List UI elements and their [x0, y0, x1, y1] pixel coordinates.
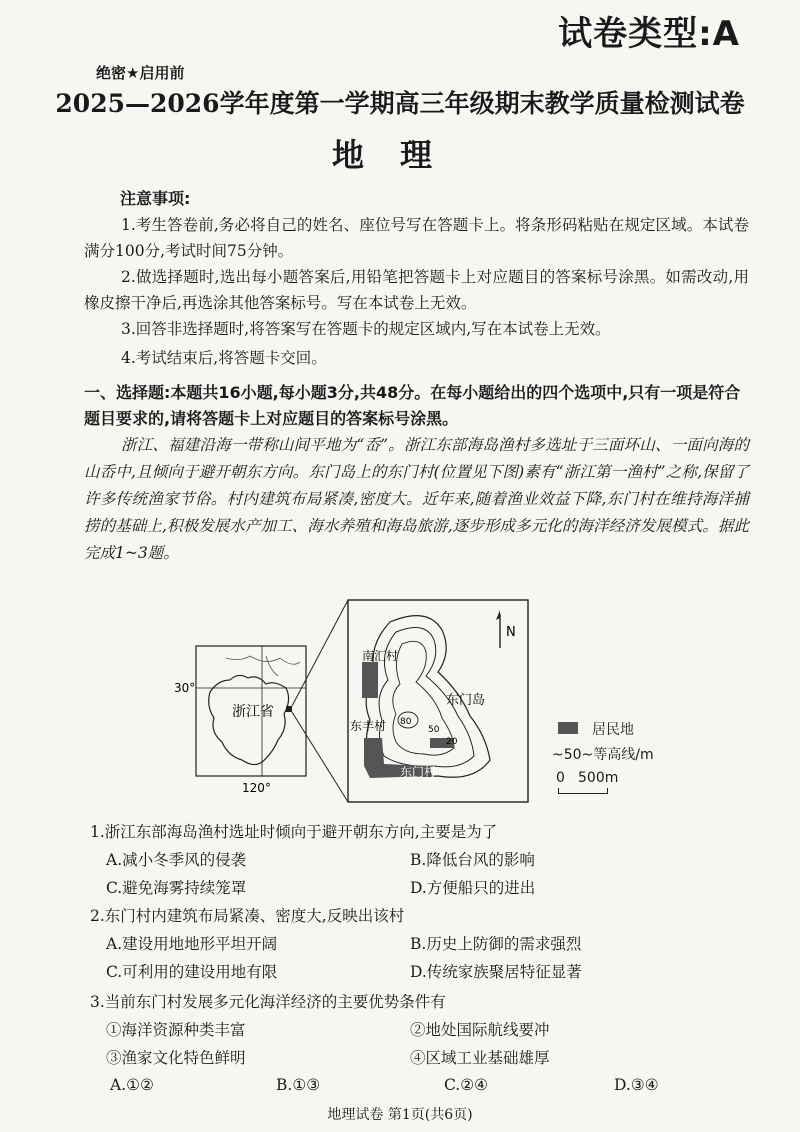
q1-option-b[interactable]: B.降低台风的影响: [410, 851, 535, 869]
legend-scale-bar: [558, 788, 608, 794]
q3-option-c[interactable]: C.②④: [444, 1076, 489, 1094]
residential-nanhui: [362, 662, 378, 698]
secret-label: 绝密★启用前: [96, 64, 185, 82]
q3-option-d[interactable]: D.③④: [614, 1076, 659, 1094]
reading-passage: 浙江、福建沿海一带称山间平地为“岙”。浙江东部海岛渔村多选址于三面环山、一面向海的山岙中,且倾向于避开朝东方向。东门岛上的东门村(位置见下图)素有“浙江第一渔村”之称,保留了许多传统渔家节俗。村内建筑布局紧凑,密度大。近年来,随着渔业效益下降,东门村在维持海洋捕捞的基础上,积极发展水产加工、海水养殖和海岛旅游,逐步形成多元化的海洋经济发展模式。据此完成1~3题。: [84, 436, 749, 562]
legend-scale-distance: 500m: [578, 770, 619, 786]
q2-option-c[interactable]: C.可利用的建设用地有限: [106, 963, 278, 981]
place-dongmen-village: 东门村: [400, 765, 437, 779]
q1-option-d[interactable]: D.方便船只的进出: [410, 879, 536, 897]
zhejiang-outline: [209, 675, 289, 764]
note-item-4: 4.考试结束后,将答题卡交回。: [121, 349, 327, 367]
note-item-1: 1.考生答卷前,务必将自己的姓名、座位号写在答题卡上。将条形码粘贴在规定区域。本试卷满分100分,考试时间75分钟。: [84, 216, 749, 260]
question-3-stem: 3.当前东门村发展多元化海洋经济的主要优势条件有: [90, 993, 446, 1011]
note-item-2: 2.做选择题时,选出每小题答案后,用铅笔把答题卡上对应题目的答案标号涂黑。如需改动,用橡皮擦干净后,再选涂其他答案标号。写在本试卷上无效。: [84, 268, 749, 312]
q2-option-b[interactable]: B.历史上防御的需求强烈: [410, 935, 582, 953]
page-footer: 地理试卷 第1页(共6页): [327, 1107, 473, 1123]
north-label: N: [506, 625, 516, 640]
place-dongmen-island: 东门岛: [446, 693, 486, 708]
legend-contour-label: ~50~等高线/m: [552, 747, 654, 763]
q3-statement-1: ①海洋资源种类丰富: [106, 1021, 246, 1039]
q3-statement-3: ③渔家文化特色鲜明: [106, 1049, 246, 1067]
province-label: 浙江省: [232, 704, 274, 720]
island-marker: [286, 706, 292, 712]
question-2-stem: 2.东门村内建筑布局紧凑、密度大,反映出该村: [90, 907, 405, 925]
q2-option-a[interactable]: A.建设用地地形平坦开阔: [106, 935, 278, 953]
q2-option-d[interactable]: D.传统家族聚居特征显著: [410, 963, 582, 981]
location-map: [170, 596, 550, 806]
q3-option-b[interactable]: B.①③: [276, 1076, 321, 1094]
note-item-3: 3.回答非选择题时,将答案写在答题卡的规定区域内,写在本试卷上无效。: [121, 320, 611, 338]
q3-statement-4: ④区域工业基础雄厚: [410, 1049, 550, 1067]
q3-statement-2: ②地处国际航线要冲: [410, 1021, 550, 1039]
exam-type-label: 试卷类型:A: [558, 14, 740, 54]
place-dongfeng: 东丰村: [350, 719, 387, 733]
legend-scale-zero: 0: [556, 770, 565, 786]
lon-label: 120°: [242, 781, 271, 795]
contour-label-80: 80: [400, 717, 412, 727]
contour-label-20: 20: [446, 737, 458, 747]
question-1-stem: 1.浙江东部海岛渔村选址时倾向于避开朝东方向,主要是为了: [90, 823, 498, 841]
subject-title: 地理: [331, 136, 468, 174]
exam-title: 2025—2026学年度第一学期高三年级期末教学质量检测试卷: [55, 89, 745, 118]
lat-label: 30°: [174, 681, 196, 695]
section-heading: 一、选择题:本题共16小题,每小题3分,共48分。在每小题给出的四个选项中,只有一项是符合题目要求的,请将答题卡上对应题目的答案标号涂黑。: [84, 383, 741, 428]
q1-option-a[interactable]: A.减小冬季风的侵袭: [106, 851, 247, 869]
notes-heading: 注意事项:: [120, 189, 191, 208]
contour-label-50: 50: [428, 725, 440, 735]
q3-option-a[interactable]: A.①②: [110, 1076, 154, 1094]
legend-residential-label: 居民地: [592, 722, 634, 738]
place-nanhui: 南汇村: [362, 649, 399, 663]
legend-residential-swatch: [558, 722, 578, 734]
q1-option-c[interactable]: C.避免海雾持续笼罩: [106, 879, 247, 897]
river-lines: [226, 656, 300, 664]
